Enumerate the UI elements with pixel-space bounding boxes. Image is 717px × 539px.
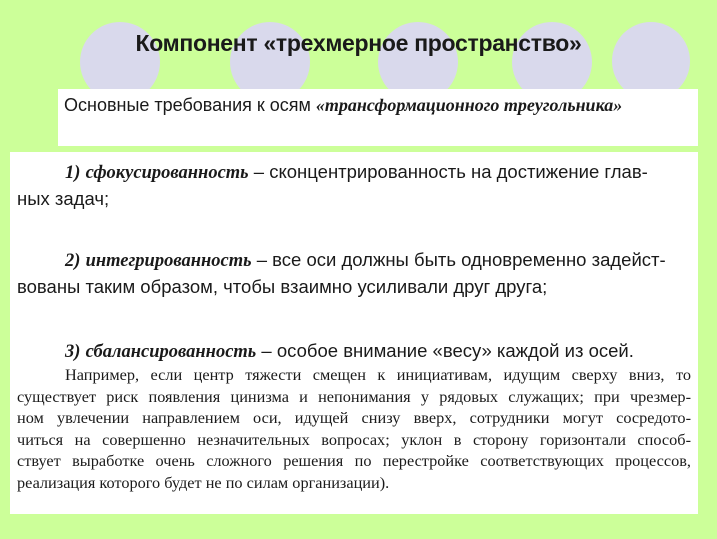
requirement-text: вованы таким образом, чтобы взаимно усиливали друг друга;	[17, 276, 548, 297]
requirement-dash: –	[256, 340, 277, 361]
example-line: ствует выработке очень сложного решения по перестройке соответствующих процессов,	[17, 451, 691, 470]
subtitle-lead: Основные требования к осям	[64, 95, 316, 115]
subtitle-emphasis: «трансформационного треугольника»	[315, 95, 623, 115]
requirement-text: все оси должны быть одновременно задейст-	[272, 249, 666, 270]
requirement-item	[17, 159, 691, 211]
requirement-text: особое внимание «весу» каждой из осей.	[276, 340, 634, 361]
requirement-term: сбалансированность	[85, 342, 257, 362]
example-line: реализация которого будет не по силам организации).	[17, 472, 390, 492]
subtitle-panel	[58, 89, 698, 146]
requirement-text: сконцентрированность на достижение глав-	[269, 161, 648, 182]
example-line: Например, если центр тяжести смещен к инициативам, идущим сверху вниз, то	[65, 365, 691, 384]
requirement-term: интегрированность	[85, 251, 252, 271]
requirement-text: ных задач;	[17, 188, 110, 209]
slide-title: Компонент «трехмерное пространство»	[135, 30, 582, 56]
requirement-dash: –	[248, 161, 270, 182]
example-line: существует риск появления цинизма и непонимания у рядовых служащих; при чрезмер-	[17, 386, 691, 406]
requirement-item	[17, 338, 691, 365]
example-paragraph	[17, 364, 691, 493]
content-panel	[10, 152, 698, 514]
requirement-number: 2)	[65, 251, 81, 271]
requirement-item	[17, 247, 691, 299]
requirement-number: 1)	[65, 163, 81, 183]
requirement-term: сфокусированность	[85, 163, 249, 183]
example-line: читься на совершенно незначительных вопросах; уклон в сторону горизонтали способ-	[17, 429, 691, 449]
requirement-number: 3)	[65, 342, 81, 362]
requirement-dash: –	[251, 249, 273, 270]
example-line: ном увлечении направлением оси, идущей снизу вверх, сотрудники могут сосредото-	[17, 408, 691, 427]
